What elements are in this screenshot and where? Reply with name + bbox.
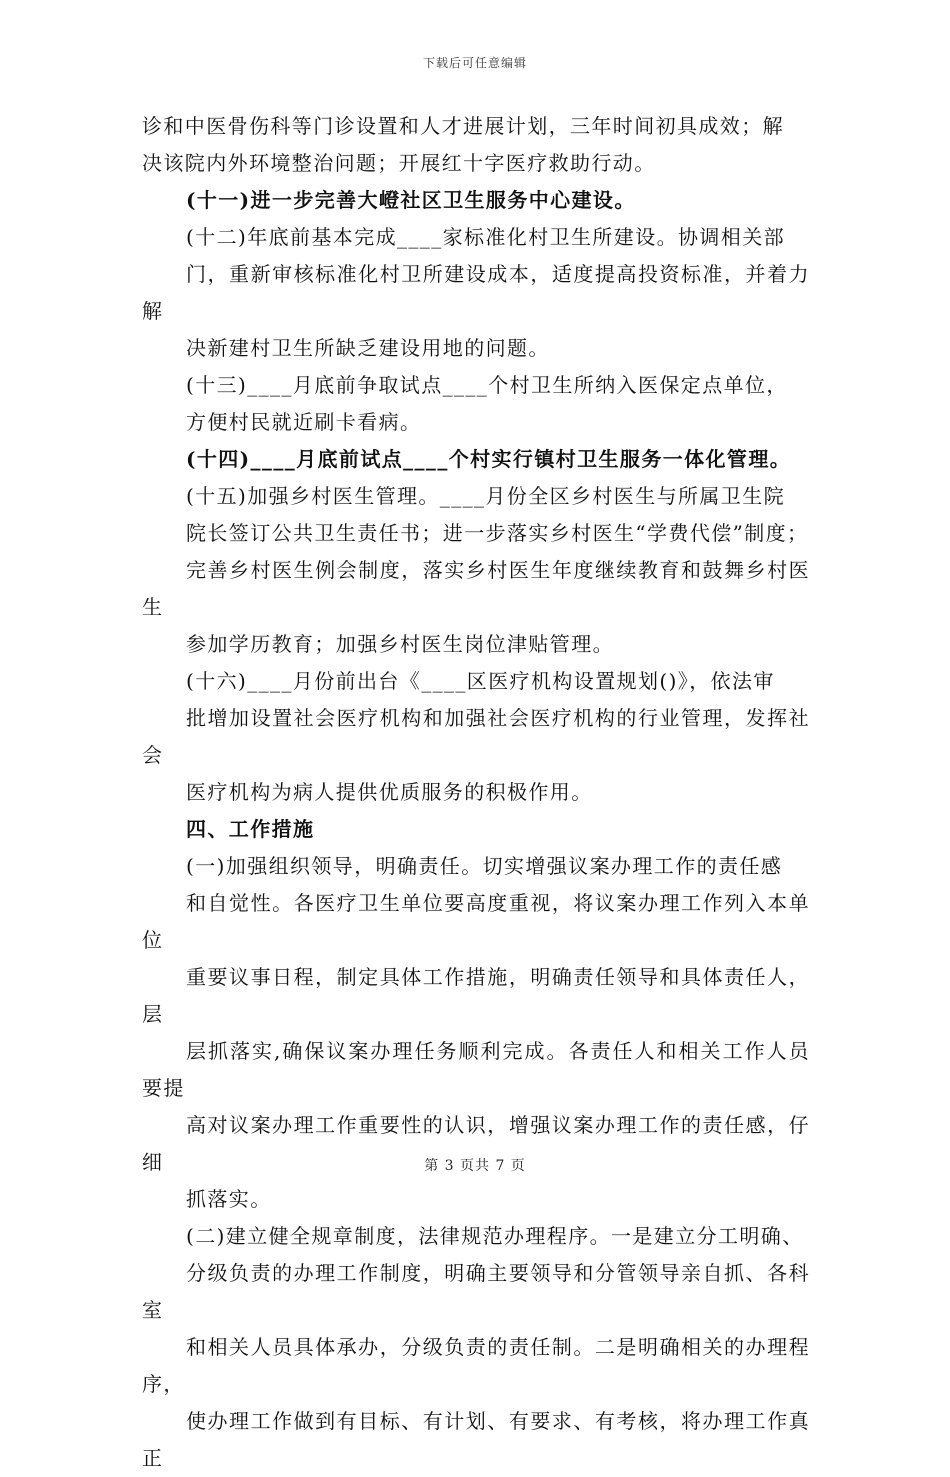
text-line: 诊和中医骨伤科等门诊设置和人才进展计划，三年时间初具成效；解 [142,114,784,138]
page-number-footer: 第 3 页共 7 页 [424,1158,526,1174]
text-line: 方便村民就近刷卡看病。 [186,410,422,434]
text-line: (十三)____月底前争取试点____个村卫生所纳入医保定点单位， [186,373,788,397]
text-line: 完善乡村医生例会制度，落实乡村医生年度继续教育和鼓舞乡村医生 [142,558,810,619]
text-line: 和相关人员具体承办，分级负责的责任制。二是明确相关的办理程序， [142,1335,810,1396]
text-line: 医疗机构为病人提供优质服务的积极作用。 [186,780,593,804]
paragraph-measure-2 [142,1218,810,1477]
paragraph-item-15 [142,478,810,663]
text-line: (二)建立健全规章制度，法律规范办理程序。一是建立分工明确、 [186,1224,804,1248]
text-line: 层抓落实,确保议案办理任务顺利完成。各责任人和相关工作人员要提 [142,1039,810,1100]
document-body [142,108,810,1477]
page-header-note: 下载后可任意编辑 [422,56,527,70]
text-line: 和自觉性。各医疗卫生单位要高度重视，将议案办理工作列入本单位 [142,891,810,952]
paragraph-item-12 [142,219,810,367]
text-line: (十五)加强乡村医生管理。____月份全区乡村医生与所属卫生院 [186,484,786,508]
paragraph-continuation [142,108,810,182]
text-line: 重要议事日程，制定具体工作措施，明确责任领导和具体责任人，层 [142,965,810,1026]
section-heading-work-measures [142,811,810,848]
text-line: 决该院内外环境整治问题；开展红十字医疗救助行动。 [142,151,656,175]
text-line: 高对议案办理工作重要性的认识，增强议案办理工作的责任感，仔细 [142,1113,810,1174]
text-line: 抓落实。 [186,1187,272,1211]
text-line: 批增加设置社会医疗机构和加强社会医疗机构的行业管理，发挥社会 [142,706,810,767]
text-line: 院长签订公共卫生责任书；进一步落实乡村医生“学费代偿”制度； [186,521,809,545]
text-line: 四、工作措施 [186,817,315,841]
text-line: (十二)年底前基本完成____家标准化村卫生所建设。协调相关部 [186,225,786,249]
text-line: 参加学历教育；加强乡村医生岗位津贴管理。 [186,632,614,656]
text-line: (十四)____月底前试点____个村实行镇村卫生服务一体化管理。 [186,447,792,471]
paragraph-item-14 [142,441,810,478]
paragraph-item-11 [142,182,810,219]
text-line: 门，重新审核标准化村卫所建设成本，适度提高投资标准，并着力解 [142,262,810,323]
text-line: (十一)进一步完善大嶝社区卫生服务中心建设。 [186,188,636,212]
paragraph-item-13 [142,367,810,441]
text-line: 决新建村卫生所缺乏建设用地的问题。 [186,336,550,360]
paragraph-item-16 [142,663,810,811]
text-line: (一)加强组织领导，明确责任。切实增强议案办理工作的责任感 [186,854,783,878]
text-line: 使办理工作做到有目标、有计划、有要求、有考核，将办理工作真正 [142,1409,810,1470]
text-line: 分级负责的办理工作制度，明确主要领导和分管领导亲自抓、各科室 [142,1261,810,1322]
text-line: (十六)____月份前出台《____区医疗机构设置规划()》，依法审 [186,669,775,693]
